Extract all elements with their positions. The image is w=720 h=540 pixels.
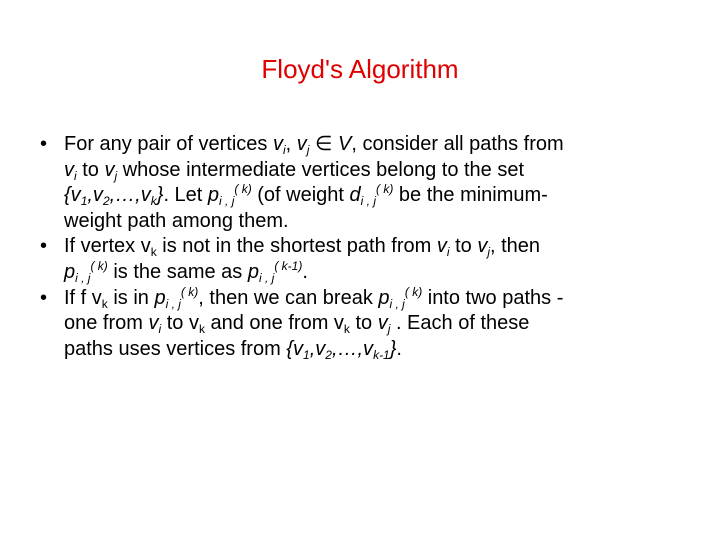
superscript: ( k) [234,182,252,197]
bullet-item [40,132,690,234]
text: to [76,158,105,181]
bullet-line [64,286,690,312]
subscript: 1 [80,194,88,209]
subscript: j [387,322,391,337]
text: be the minimum- [393,184,548,207]
superscript: ( k) [376,182,394,197]
text: , then we can break [198,286,379,309]
path-var: p [154,286,166,309]
vertex-var: v [296,133,307,155]
vertex-var: v [477,235,488,258]
vertex-var: v [104,158,115,181]
path-var: p [207,184,220,207]
subscript: k [343,322,350,337]
text: , consider all paths from [351,133,564,155]
text: (of weight [251,184,350,207]
subscript: k [150,194,157,209]
weight-var: d [349,184,361,207]
element-of-symbol: ∈ [309,133,338,155]
subscript: i [446,245,450,260]
bullet-line: weight path among them. [64,209,289,232]
text: to v [161,312,199,335]
superscript: ( k) [180,284,199,299]
path-var: p [64,260,76,283]
text: . [302,260,308,283]
text: one from [64,312,149,335]
slide-title: Floyd's Algorithm [261,54,459,84]
bullet-item [40,234,690,285]
bullet-dot: • [40,133,48,155]
text: to [349,312,378,335]
bullet-line [64,311,690,337]
vertex-var: v [272,133,283,155]
subscript: i [74,168,77,183]
text: into two paths - [422,286,564,309]
subscript: i , j [165,296,181,311]
set-expr: ,v [87,184,103,207]
subscript: i , j [258,270,275,285]
set-expr: } [389,337,397,360]
subscript: i [158,322,162,337]
text: paths uses vertices from [64,337,287,360]
subscript: i , j [389,296,405,311]
bullet-list [40,132,690,362]
set-var: V [337,133,352,155]
bullet-line [64,234,690,260]
subscript: i , j [75,270,91,285]
text: If vertex v [64,235,151,258]
text: . Let [163,184,208,207]
bullet-line [64,158,690,184]
bullet-item [40,286,690,363]
text: to [449,235,478,258]
bullet-line [64,183,690,209]
bullet-line [64,337,690,363]
text: is in [107,286,155,309]
vertex-var: v [436,235,447,258]
path-var: p [247,260,259,283]
text: If f v [64,286,102,309]
subscript: j [306,143,310,157]
set-expr: {v [64,184,81,207]
superscript: ( k-1) [274,258,303,273]
set-expr: } [156,184,164,207]
subscript: k [150,245,157,260]
text: , then [489,235,541,258]
set-expr: ,…,v [331,337,374,360]
superscript: ( k) [404,284,423,299]
subscript: 1 [303,347,310,362]
text: is the same as [107,260,248,283]
subscript: 2 [325,347,332,362]
vertex-var: v [148,312,159,335]
subscript: j [487,245,490,260]
subscript: i [282,143,286,157]
bullet-line [64,260,690,286]
bullet-dot: • [40,235,48,258]
vertex-var: v [64,158,74,181]
subscript: k-1 [373,347,390,362]
bullet-line [64,132,690,158]
set-expr: ,v [309,337,326,360]
subscript: k [101,296,108,311]
text: whose intermediate vertices belong to the set [117,158,525,181]
subscript: i , j [360,194,377,209]
bullet-dot: • [40,286,48,309]
subscript: i , j [219,194,235,209]
subscript: k [198,322,205,337]
text: is not in the shortest path from [156,235,437,258]
subscript: 2 [102,194,110,209]
subscript: j [114,168,118,183]
text: . Each of these [390,312,530,335]
vertex-var: v [377,312,388,335]
path-var: p [378,286,390,309]
set-expr: {v [286,337,303,360]
text: For any pair of vertices [64,133,273,155]
superscript: ( k) [90,258,108,273]
set-expr: ,…,v [109,184,151,207]
text: . [396,337,402,360]
text: and one from v [204,312,344,335]
text: , [285,133,297,155]
